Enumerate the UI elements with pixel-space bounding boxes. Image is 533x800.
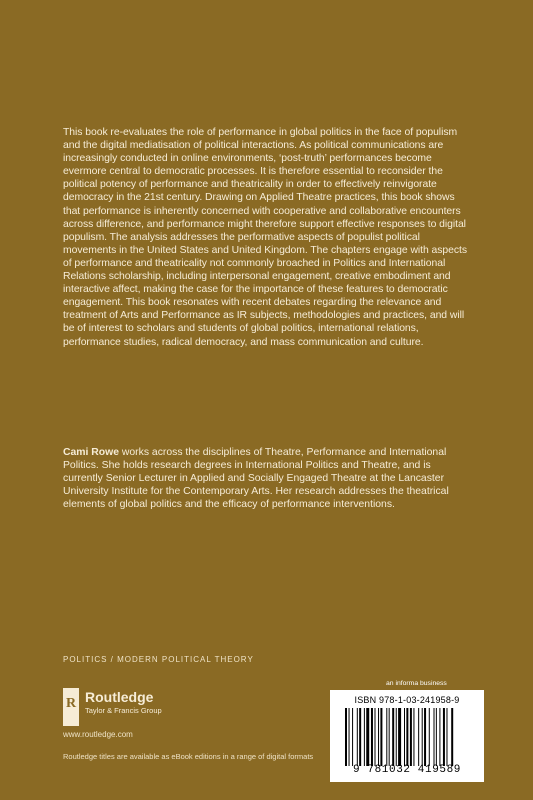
publisher-name: Routledge — [85, 689, 154, 705]
author-bio — [63, 446, 473, 511]
author-name: Cami Rowe — [63, 447, 120, 458]
book-description: This book re-evaluates the role of performance in global politics in the face of populism and the digital mediatisation of political interactions. As political communications are increasingly conducted in online environments, ‘post-truth’ performances become evermore central to democratic processes. It is therefore essential to reconsider the political potency of performance and theatricality in order to effectively reinvigorate democracy in the 21st century. Drawing on Applied Theatre practices, this book shows that performance is inherently concerned with cooperative and collaborative encounters across difference, and performance might therefore support effective responses to digital populism. The analysis addresses the performative aspects of populist political movements in the United States and United Kingdom. The chapters engage with aspects of performance and theatricality not commonly broached in Politics and International Relations scholarship, including interpersonal engagement, creative embodiment and interactive affect, making the case for the importance of these features to democratic engagement. This book resonates with recent debates regarding the relevance and treatment of Arts and Performance as IR subjects, methodologies and practices, and will be of interest to scholars and students of global politics, international relations, performance studies, radical democracy, and mass communication and culture. — [63, 127, 468, 348]
routledge-logo-icon — [63, 688, 79, 726]
author-bio-text: works across the disciplines of Theatre, Performance and International Politics. She holds research degrees in International Politics and Theatre, and is currently Senior Lecturer in Applied and Socially Engaged Theatre at the Lancaster University Institute for the Contemporary Arts. Her research addresses the theatrical elements of global politics and the efficacy of performance interventions. — [63, 447, 449, 511]
logo-letter: R — [66, 696, 77, 711]
publisher-url: www.routledge.com — [63, 730, 133, 739]
barcode-panel — [330, 690, 484, 782]
publisher-block — [63, 688, 263, 730]
informa-tagline: an informa business — [386, 680, 447, 687]
barcode-icon — [344, 708, 474, 766]
subject-category: POLITICS / MODERN POLITICAL THEORY — [63, 655, 254, 664]
ebook-note: Routledge titles are available as eBook editions in a range of digital formats — [63, 752, 314, 761]
barcode-digits: 9 781032 419589 — [352, 764, 462, 776]
publisher-group: Taylor & Francis Group — [85, 706, 162, 715]
isbn-label: ISBN 978-1-03-241958-9 — [354, 695, 460, 705]
